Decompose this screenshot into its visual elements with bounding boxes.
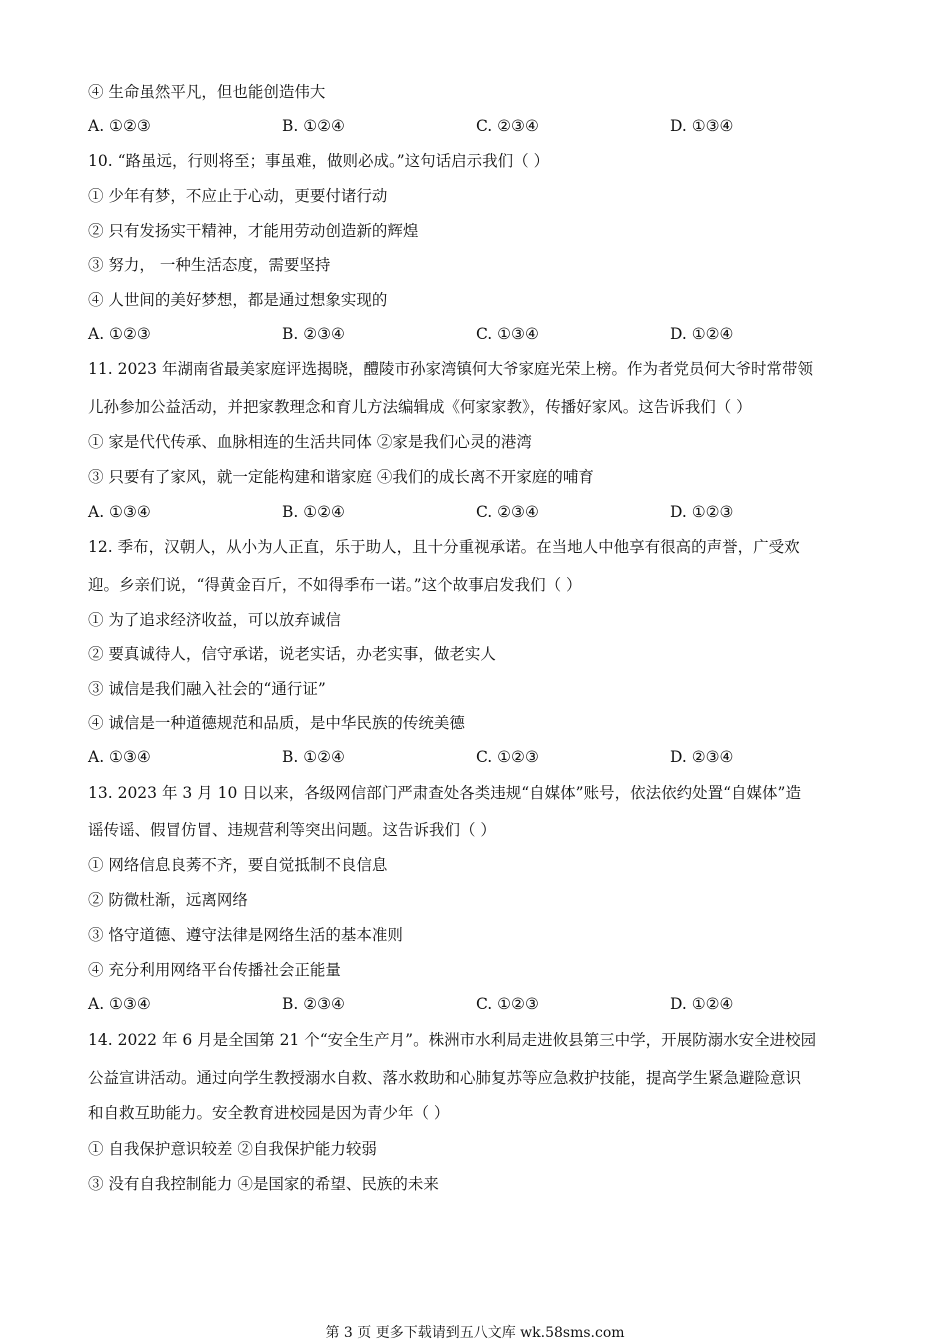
q14-stem-line-3: 和自救互助能力。安全教育进校园是因为青少年（ ） (88, 1104, 450, 1122)
q12-options (88, 747, 868, 767)
option-d: D. ①②④ (670, 325, 734, 343)
q11-statements-3-4: ③ 只要有了家风，就一定能构建和谐家庭 ④我们的成长离不开家庭的哺育 (88, 468, 594, 486)
option-a: A. ①②③ (88, 325, 151, 343)
option-d: D. ②③④ (670, 748, 734, 766)
q13-statement-2: ② 防微杜渐，远离网络 (88, 891, 248, 909)
option-c: C. ①③④ (476, 325, 539, 343)
option-c: C. ①②③ (476, 748, 539, 766)
q13-statement-3: ③ 恪守道德、遵守法律是网络生活的基本准则 (88, 926, 403, 944)
option-b: B. ①②④ (282, 117, 345, 135)
option-d: D. ①③④ (670, 117, 734, 135)
q13-stem-line-2: 谣传谣、假冒仿冒、违规营利等突出问题。这告诉我们（ ） (88, 821, 496, 839)
option-b: B. ②③④ (282, 995, 345, 1013)
q12-stem-line-2: 迎。乡亲们说，“得黄金百斤，不如得季布一诺。”这个故事启发我们（ ） (88, 576, 582, 594)
q10-statement-1: ① 少年有梦，不应止于心动，更要付诸行动 (88, 187, 388, 205)
option-a: A. ①③④ (88, 995, 151, 1013)
option-d: D. ①②③ (670, 503, 734, 521)
option-b: B. ②③④ (282, 325, 345, 343)
option-c: C. ①②③ (476, 995, 539, 1013)
page-footer: 第 3 页 更多下载请到五八文库 wk.58sms.com (325, 1325, 625, 1341)
option-b: B. ①②④ (282, 503, 345, 521)
q13-statement-4: ④ 充分利用网络平台传播社会正能量 (88, 961, 341, 979)
q12-statement-3: ③ 诚信是我们融入社会的“通行证” (88, 680, 326, 698)
option-a: A. ①②③ (88, 117, 151, 135)
q13-options (88, 994, 868, 1014)
option-a: A. ①③④ (88, 748, 151, 766)
q10-statement-3: ③ 努力， 一种生活态度，需要坚持 (88, 256, 331, 274)
q14-stem-line-1: 14. 2022 年 6 月是全国第 21 个“安全生产月”。株洲市水利局走进攸县第三中学，开展防溺水安全进校园 (88, 1031, 817, 1049)
q12-statement-4: ④ 诚信是一种道德规范和品质，是中华民族的传统美德 (88, 714, 465, 732)
q14-statements-3-4: ③ 没有自我控制能力 ④是国家的希望、民族的未来 (88, 1175, 439, 1193)
q10-stem: 10. “路虽远，行则将至；事虽难，做则必成。”这句话启示我们（ ） (88, 152, 550, 170)
option-b: B. ①②④ (282, 748, 345, 766)
q11-stem-line-1: 11. 2023 年湖南省最美家庭评选揭晓，醴陵市孙家湾镇何大爷家庭光荣上榜。作为者党员何大爷时常带领 (88, 360, 813, 378)
q14-statements-1-2: ① 自我保护意识较差 ②自我保护能力较弱 (88, 1140, 377, 1158)
q11-stem-line-2: 儿孙参加公益活动，并把家教理念和育儿方法编辑成《何家家教》，传播好家风。这告诉我们（ ） (88, 398, 752, 416)
q12-stem-line-1: 12. 季布，汉朝人，从小为人正直，乐于助人，且十分重视承诺。在当地人中他享有很高的声誉，广受欢 (88, 538, 800, 556)
q14-stem-line-2: 公益宣讲活动。通过向学生教授溺水自救、落水救助和心肺复苏等应急救护技能，提高学生紧急避险意识 (88, 1069, 802, 1087)
q13-stem-line-1: 13. 2023 年 3 月 10 日以来，各级网信部门严肃查处各类违规“自媒体”账号，依法依约处置“自媒体”造 (88, 784, 801, 802)
q10-options (88, 324, 868, 344)
q12-statement-1: ① 为了追求经济收益，可以放弃诚信 (88, 611, 341, 629)
q10-statement-2: ② 只有发扬实干精神，才能用劳动创造新的辉煌 (88, 222, 419, 240)
q13-statement-1: ① 网络信息良莠不齐，要自觉抵制不良信息 (88, 856, 388, 874)
option-c: C. ②③④ (476, 503, 539, 521)
q12-statement-2: ② 要真诚待人，信守承诺，说老实话，办老实事，做老实人 (88, 645, 496, 663)
option-d: D. ①②④ (670, 995, 734, 1013)
q11-statements-1-2: ① 家是代代传承、血脉相连的生活共同体 ②家是我们心灵的港湾 (88, 433, 532, 451)
option-a: A. ①③④ (88, 503, 151, 521)
q9-statement-4: ④ 生命虽然平凡，但也能创造伟大 (88, 83, 326, 101)
q10-statement-4: ④ 人世间的美好梦想，都是通过想象实现的 (88, 291, 388, 309)
q9-options (88, 116, 868, 136)
q11-options (88, 502, 868, 522)
option-c: C. ②③④ (476, 117, 539, 135)
